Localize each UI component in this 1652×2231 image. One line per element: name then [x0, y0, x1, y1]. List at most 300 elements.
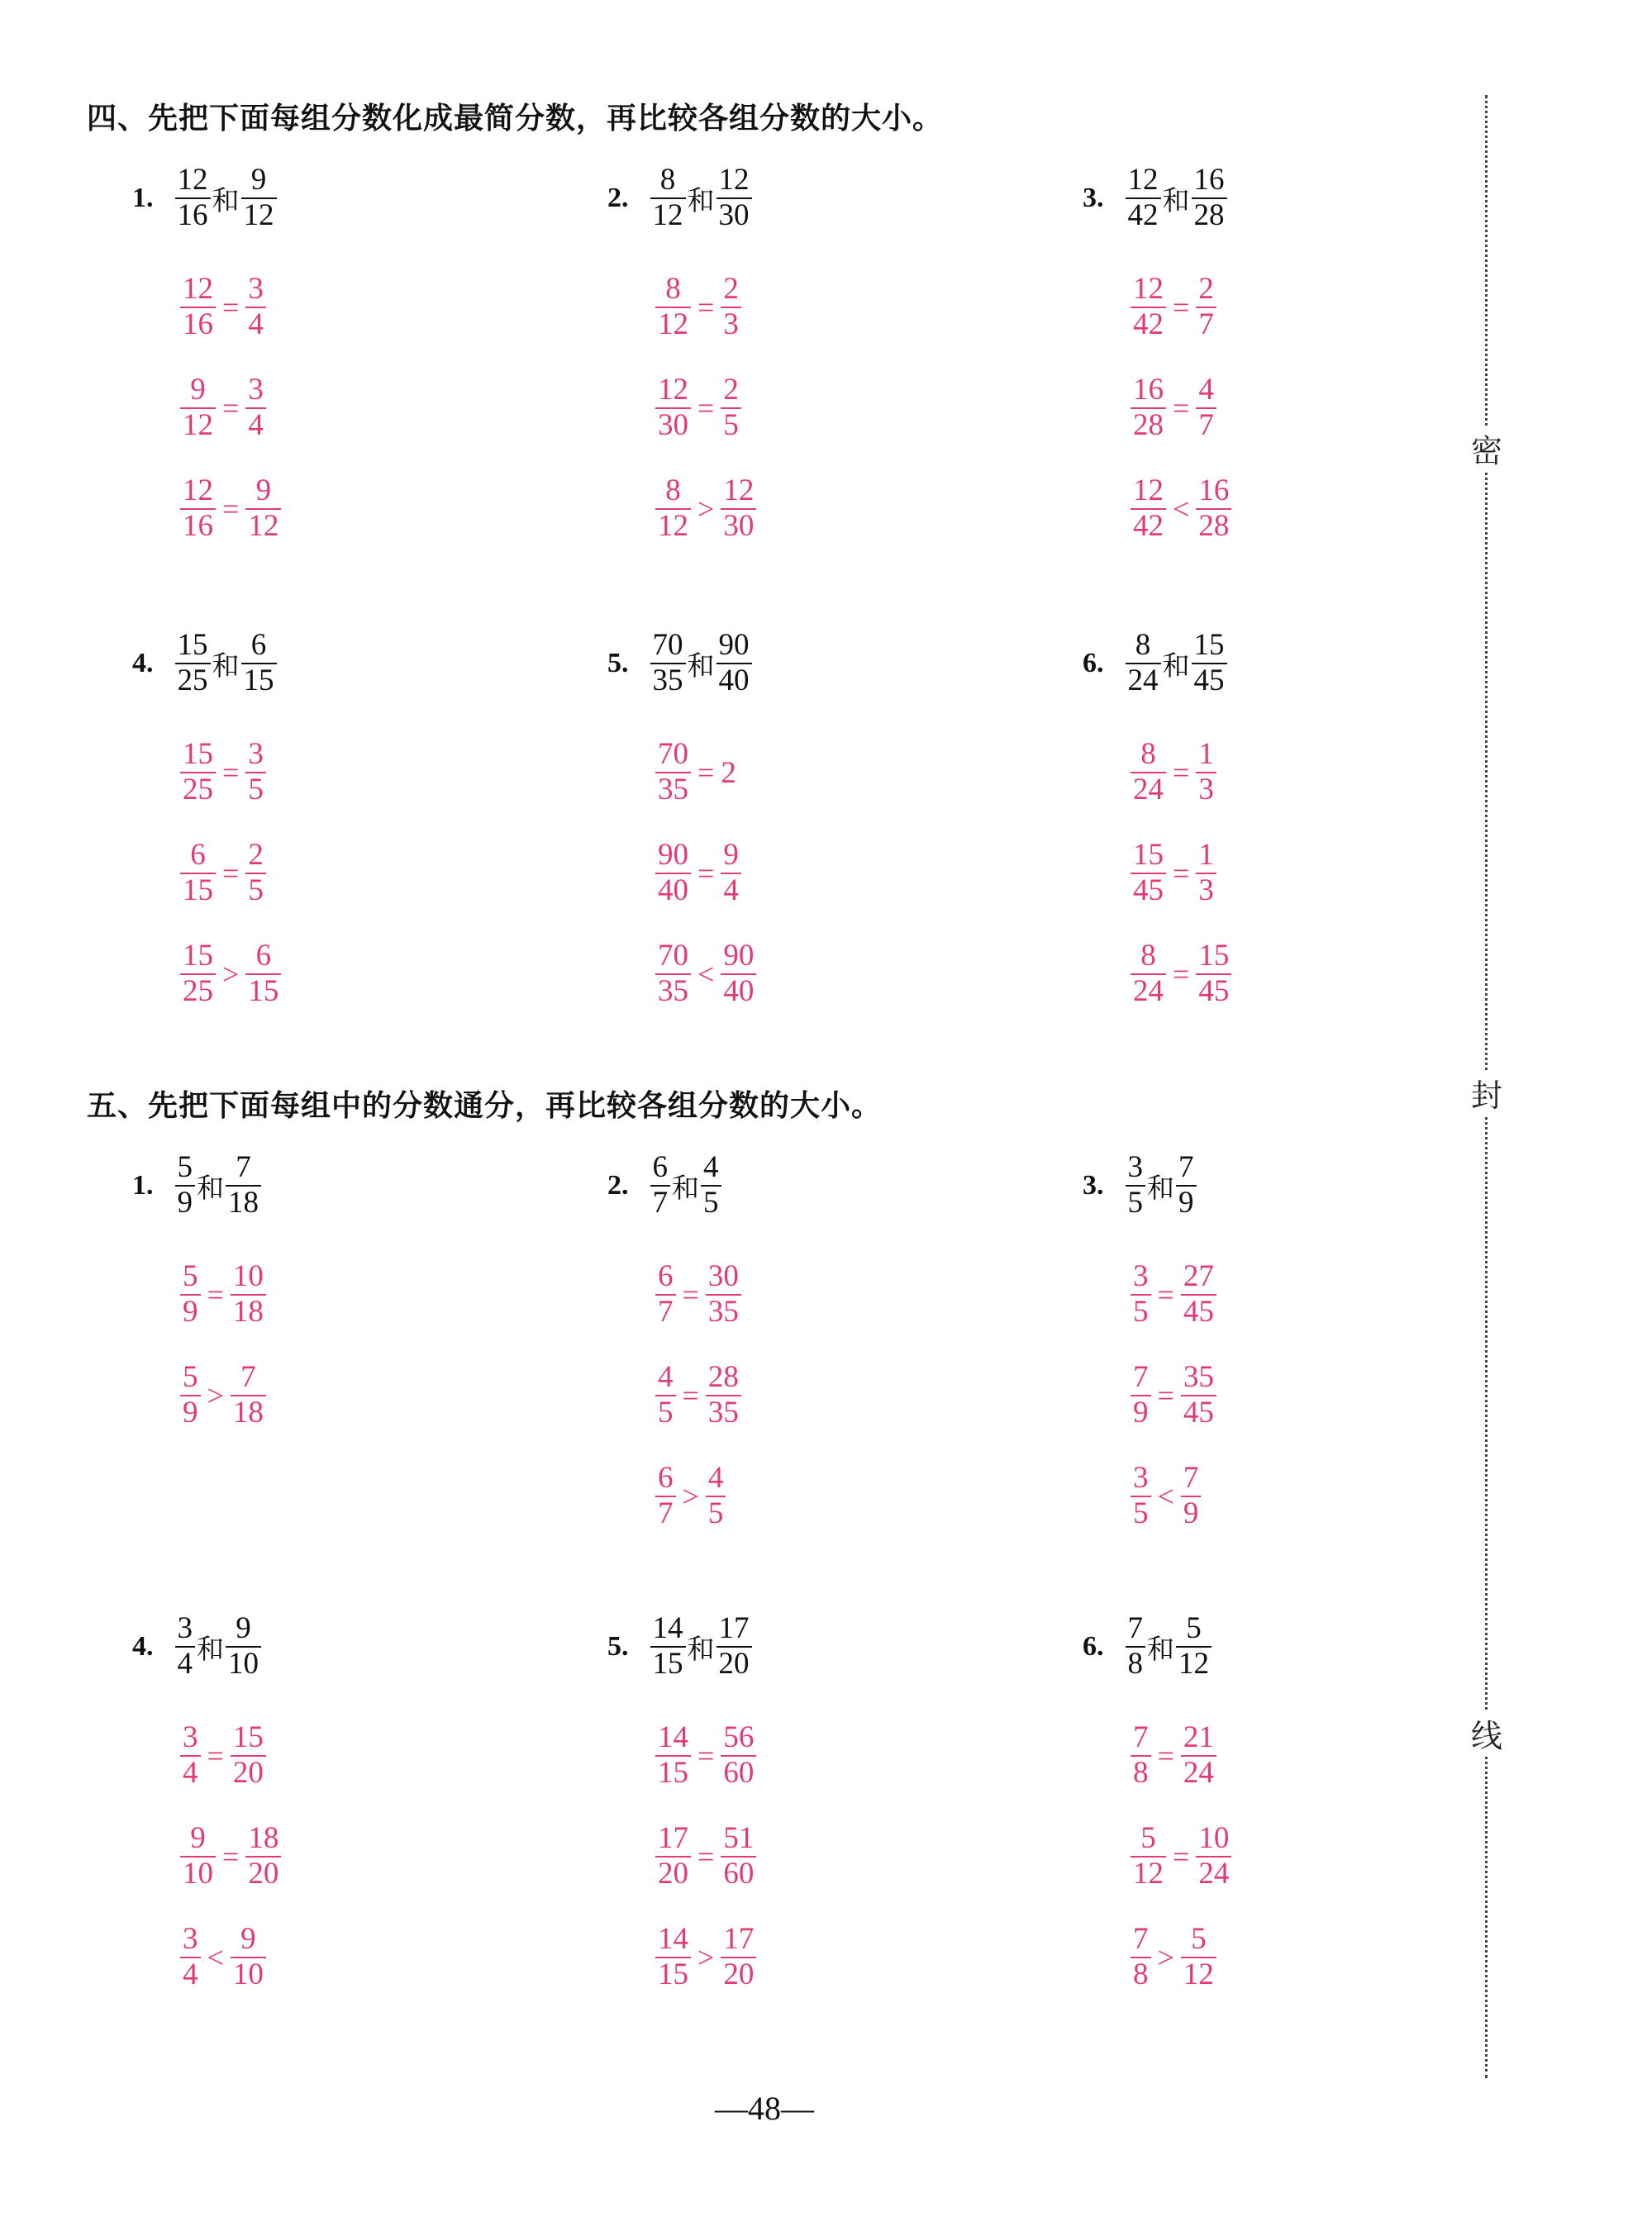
comparison-operator: = [697, 291, 715, 324]
numerator: 4 [703, 1150, 719, 1185]
comparison-operator: < [697, 958, 715, 991]
answer-line [607, 1820, 1021, 1894]
question-line [607, 1601, 1021, 1692]
comparison-operator: = [222, 857, 240, 890]
denominator: 20 [248, 1857, 279, 1891]
comparison-operator: < [1173, 492, 1190, 526]
numerator: 3 [248, 272, 264, 307]
answer-fraction-left [1131, 839, 1166, 907]
denominator: 12 [658, 307, 688, 341]
denominator: 3 [723, 307, 739, 341]
numerator: 5 [1186, 1611, 1202, 1646]
numerator: 17 [723, 1922, 755, 1957]
question-fraction-b [1192, 629, 1227, 697]
denominator: 7 [1198, 408, 1214, 442]
numerator: 2 [723, 272, 739, 307]
numerator: 18 [248, 1821, 279, 1856]
denominator: 4 [183, 1957, 198, 1991]
numerator: 15 [1133, 838, 1164, 873]
comparison-operator: = [1173, 392, 1190, 425]
denominator: 30 [718, 198, 750, 232]
answer-fraction-right [1196, 939, 1231, 1008]
numerator: 27 [1183, 1259, 1214, 1294]
answer-line [607, 1920, 1021, 1995]
answer-fraction-left [180, 273, 216, 341]
comparison-operator: = [1173, 1840, 1190, 1873]
answer-line [132, 1258, 545, 1332]
question-line [1083, 1140, 1496, 1231]
answer-fraction-right [1196, 474, 1231, 543]
denominator: 24 [1198, 1857, 1230, 1891]
question-fraction-a [650, 629, 686, 697]
denominator: 5 [703, 1186, 719, 1220]
connector-and: 和 [212, 649, 240, 682]
denominator: 10 [232, 1957, 264, 1991]
denominator: 28 [1133, 408, 1164, 442]
denominator: 16 [183, 307, 213, 341]
numerator: 4 [707, 1461, 724, 1496]
answer-fraction-left [655, 1923, 691, 1991]
question-fraction-b [1192, 164, 1227, 232]
answer-fraction-right [231, 1361, 266, 1429]
numerator: 5 [177, 1150, 193, 1185]
connector-and: 和 [1147, 1171, 1174, 1204]
answer-line [1083, 735, 1496, 810]
comparison-operator: = [222, 492, 240, 526]
question-fraction-b [717, 629, 752, 697]
problem-number: 4. [132, 1631, 154, 1662]
question-fraction-a [1126, 164, 1161, 232]
problem-number: 2. [607, 183, 629, 213]
denominator: 5 [1127, 1186, 1143, 1220]
answer-line [132, 1719, 545, 1793]
question-line [132, 1140, 545, 1231]
denominator: 15 [243, 664, 274, 697]
answer-fraction-right [1181, 1923, 1216, 1991]
connector-and: 和 [687, 649, 715, 682]
answer-fraction-right [245, 273, 266, 341]
denominator: 42 [1133, 307, 1164, 341]
denominator: 5 [723, 408, 739, 442]
numerator: 3 [1133, 1461, 1149, 1496]
answer-fraction-right [245, 373, 266, 442]
denominator: 35 [707, 1295, 739, 1329]
numerator: 12 [658, 373, 688, 407]
denominator: 5 [248, 773, 264, 806]
page-number: —48— [715, 2090, 814, 2127]
answer-fraction-right [1196, 373, 1216, 442]
answer-fraction-left [655, 1260, 676, 1329]
denominator: 5 [707, 1496, 724, 1530]
answer-line [607, 937, 1021, 1011]
denominator: 9 [1178, 1186, 1194, 1220]
comparison-operator: = [222, 392, 240, 425]
numerator: 56 [723, 1720, 755, 1755]
answer-fraction-left [655, 474, 691, 543]
numerator: 9 [190, 1821, 206, 1856]
comparison-operator: = [697, 756, 715, 789]
binding-char-mi: 密 [1467, 426, 1507, 471]
answer-line [607, 371, 1021, 445]
numerator: 7 [1178, 1150, 1194, 1185]
numerator: 90 [718, 628, 750, 663]
answer-fraction-right [245, 474, 281, 543]
connector-and: 和 [1147, 1632, 1174, 1665]
question-fraction-a [650, 164, 686, 232]
numerator: 30 [707, 1259, 739, 1294]
numerator: 3 [248, 373, 264, 407]
numerator: 7 [1127, 1611, 1143, 1646]
problem-3 [1083, 1140, 1496, 1534]
numerator: 3 [177, 1611, 193, 1646]
answer-fraction-left [1131, 1260, 1151, 1329]
answer-fraction-left [1131, 1721, 1151, 1790]
numerator: 90 [723, 939, 755, 973]
answer-line [132, 937, 545, 1011]
answer-line [1083, 371, 1496, 445]
answer-line [1083, 1258, 1496, 1332]
numerator: 8 [1135, 628, 1151, 663]
comparison-operator: > [1157, 1941, 1174, 1974]
numerator: 9 [723, 838, 739, 873]
numerator: 2 [723, 373, 739, 407]
answer-fraction-right [231, 1923, 266, 1991]
comparison-operator: > [222, 958, 240, 991]
answer-line [607, 735, 1021, 810]
numerator: 6 [250, 628, 267, 663]
denominator: 35 [707, 1396, 739, 1429]
answer-line [132, 472, 545, 546]
numerator: 16 [1198, 473, 1230, 508]
denominator: 3 [1198, 773, 1214, 806]
answer-fraction-left [655, 939, 691, 1008]
question-fraction-a [175, 1612, 196, 1681]
question-fraction-a [1126, 1612, 1146, 1681]
question-fraction-a [175, 164, 211, 232]
denominator: 9 [1183, 1496, 1199, 1530]
comparison-operator: = [1157, 1278, 1174, 1311]
comparison-operator: = [697, 1739, 715, 1772]
denominator: 24 [1183, 1756, 1214, 1790]
denominator: 60 [723, 1857, 755, 1891]
answer-line [607, 1719, 1021, 1793]
denominator: 12 [658, 509, 688, 543]
denominator: 5 [1133, 1496, 1149, 1530]
answer-fraction-right [245, 839, 266, 907]
answer-fraction-right [706, 1462, 726, 1530]
problem-number: 1. [132, 1170, 154, 1201]
numerator: 51 [723, 1821, 755, 1856]
comparison-operator: = [222, 291, 240, 324]
denominator: 15 [658, 1756, 688, 1790]
denominator: 30 [658, 408, 688, 442]
numerator: 15 [1198, 939, 1230, 973]
numerator: 15 [183, 737, 213, 772]
problem-2 [607, 153, 1021, 546]
numerator: 12 [718, 163, 750, 197]
comparison-operator: = [207, 1278, 224, 1311]
problem-6 [1083, 618, 1496, 1011]
answer-line [607, 472, 1021, 546]
denominator: 7 [658, 1496, 674, 1530]
problem-2 [607, 1140, 1021, 1534]
section-5-heading: 五、先把下面每组中的分数通分，再比较各组分数的大小。 [87, 1089, 883, 1123]
answer-fraction-right [1196, 839, 1216, 907]
numerator: 9 [250, 163, 267, 197]
denominator: 4 [248, 408, 264, 442]
comparison-operator: = [1157, 1379, 1174, 1412]
section-4-heading: 四、先把下面每组分数化成最简分数，再比较各组分数的大小。 [87, 102, 944, 136]
numerator: 70 [652, 628, 683, 663]
answer-fraction-left [655, 738, 691, 806]
answer-fraction-right [1181, 1462, 1202, 1530]
problem-3 [1083, 153, 1496, 546]
numerator: 15 [1193, 628, 1225, 663]
numerator: 70 [658, 737, 688, 772]
numerator: 16 [1133, 373, 1164, 407]
numerator: 5 [183, 1360, 198, 1395]
answer-line [1083, 270, 1496, 345]
answer-line [132, 836, 545, 911]
answer-fraction-right [1181, 1721, 1216, 1790]
denominator: 18 [232, 1396, 264, 1429]
answer-fraction-right [245, 738, 266, 806]
answer-line [132, 1358, 545, 1433]
denominator: 25 [177, 664, 208, 697]
denominator: 12 [183, 408, 213, 442]
denominator: 45 [1183, 1295, 1214, 1329]
denominator: 35 [652, 664, 683, 697]
answer-fraction-left [655, 1361, 676, 1429]
question-fraction-a [650, 1151, 671, 1220]
answer-fraction-left [180, 1361, 201, 1429]
denominator: 24 [1127, 664, 1159, 697]
answer-fraction-left [1131, 939, 1166, 1008]
answer-line [607, 1358, 1021, 1433]
denominator: 45 [1183, 1396, 1214, 1429]
comparison-operator: = [222, 1840, 240, 1873]
denominator: 20 [232, 1756, 264, 1790]
denominator: 4 [183, 1756, 198, 1790]
comparison-operator: > [682, 1480, 699, 1513]
numerator: 5 [1191, 1922, 1207, 1957]
denominator: 42 [1127, 198, 1159, 232]
denominator: 9 [177, 1186, 193, 1220]
comparison-operator: = [682, 1379, 699, 1412]
numerator: 16 [1193, 163, 1225, 197]
question-line [607, 153, 1021, 244]
problem-number: 3. [1083, 183, 1104, 213]
numerator: 3 [183, 1922, 198, 1957]
problem-number: 6. [1083, 1631, 1104, 1662]
numerator: 7 [1133, 1720, 1149, 1755]
numerator: 12 [183, 473, 213, 508]
problem-number: 5. [607, 1631, 629, 1662]
question-line [607, 1140, 1021, 1231]
question-line [132, 618, 545, 709]
denominator: 24 [1133, 974, 1164, 1008]
answer-fraction-left [1131, 273, 1166, 341]
denominator: 28 [1193, 198, 1225, 232]
denominator: 15 [183, 873, 213, 907]
answer-fraction-right [1181, 1361, 1216, 1429]
comparison-operator: = [1173, 756, 1190, 789]
answer-fraction-right [706, 1361, 741, 1429]
numerator: 6 [652, 1150, 668, 1185]
numerator: 3 [248, 737, 264, 772]
problem-number: 5. [607, 648, 629, 678]
question-line [132, 153, 545, 244]
denominator: 18 [228, 1186, 259, 1220]
answer-fraction-right [721, 474, 756, 543]
numerator: 7 [240, 1360, 256, 1395]
numerator: 12 [183, 272, 213, 307]
numerator: 8 [659, 163, 676, 197]
problem-5 [607, 618, 1021, 1011]
numerator: 6 [190, 838, 206, 873]
numerator: 28 [707, 1360, 739, 1395]
answer-line [1083, 836, 1496, 911]
binding-char-feng: 封 [1467, 1070, 1507, 1116]
numerator: 12 [1127, 163, 1159, 197]
denominator: 9 [183, 1396, 198, 1429]
connector-and: 和 [687, 1632, 715, 1665]
denominator: 3 [1198, 873, 1214, 907]
answer-fraction-right [231, 1721, 266, 1790]
answer-fraction-right [706, 1260, 741, 1329]
answer-fraction-left [180, 1721, 201, 1790]
answer-fraction-left [180, 738, 216, 806]
denominator: 16 [183, 509, 213, 543]
answer-fraction-right [1181, 1260, 1216, 1329]
numerator: 12 [723, 473, 755, 508]
numerator: 3 [1127, 1150, 1143, 1185]
comparison-operator: = [207, 1739, 224, 1772]
comparison-operator: = [697, 392, 715, 425]
denominator: 20 [723, 1957, 755, 1991]
answer-fraction-right [721, 1721, 756, 1790]
comparison-operator: = [222, 756, 240, 789]
denominator: 8 [1133, 1957, 1149, 1991]
answer-line [1083, 1719, 1496, 1793]
answer-fraction-right [721, 373, 741, 442]
comparison-operator: = [1173, 857, 1190, 890]
numerator: 8 [665, 272, 681, 307]
answer-fraction-left [1131, 1361, 1151, 1429]
problem-1 [132, 1140, 545, 1433]
question-fraction-a [1126, 1151, 1146, 1220]
numerator: 7 [1183, 1461, 1199, 1496]
denominator: 42 [1133, 509, 1164, 543]
question-line [1083, 153, 1496, 244]
denominator: 4 [723, 873, 739, 907]
answer-fraction-left [655, 373, 691, 442]
binding-char-xian: 线 [1467, 1710, 1507, 1756]
numerator: 8 [665, 473, 681, 508]
problem-6 [1083, 1601, 1496, 1995]
answer-fraction-left [180, 839, 216, 907]
denominator: 45 [1193, 664, 1225, 697]
numerator: 12 [1133, 473, 1164, 508]
answer-fraction-right [721, 1923, 756, 1991]
denominator: 5 [1133, 1295, 1149, 1329]
numerator: 7 [236, 1150, 251, 1185]
connector-and: 和 [212, 183, 240, 216]
answer-fraction-left [180, 1822, 216, 1891]
question-fraction-b [226, 1612, 261, 1681]
answer-fraction-left [655, 1721, 691, 1790]
numerator: 90 [658, 838, 688, 873]
answer-line [132, 1920, 545, 1995]
numerator: 7 [1133, 1922, 1149, 1957]
answer-fraction-left [180, 939, 216, 1008]
comparison-operator: = [697, 857, 715, 890]
numerator: 4 [1198, 373, 1214, 407]
comparison-operator: > [207, 1379, 224, 1412]
answer-fraction-left [1131, 1822, 1166, 1891]
answer-line [1083, 1920, 1496, 1995]
numerator: 10 [232, 1259, 264, 1294]
question-fraction-b [1176, 1612, 1212, 1681]
numerator: 14 [658, 1922, 688, 1957]
denominator: 18 [232, 1295, 264, 1329]
question-fraction-a [650, 1612, 686, 1681]
numerator: 12 [1133, 272, 1164, 307]
numerator: 14 [658, 1720, 688, 1755]
numerator: 17 [658, 1821, 688, 1856]
denominator: 7 [658, 1295, 674, 1329]
numerator: 4 [658, 1360, 674, 1395]
answer-fraction-right [245, 1822, 281, 1891]
denominator: 12 [1183, 1957, 1214, 1991]
answer-fraction-right [1196, 1822, 1231, 1891]
problem-1 [132, 153, 545, 546]
answer-fraction-left [655, 1462, 676, 1530]
answer-fraction-left [1131, 373, 1166, 442]
comparison-operator: = [697, 1840, 715, 1873]
numerator: 12 [177, 163, 208, 197]
numerator: 9 [190, 373, 206, 407]
answer-line [607, 1258, 1021, 1332]
answer-line [607, 836, 1021, 911]
comparison-operator: > [697, 1941, 715, 1974]
numerator: 10 [1198, 1821, 1230, 1856]
question-line [132, 1601, 545, 1692]
numerator: 1 [1198, 737, 1214, 772]
answer-fraction-left [180, 1260, 201, 1329]
answer-fraction-left [180, 474, 216, 543]
numerator: 15 [183, 939, 213, 973]
denominator: 25 [183, 773, 213, 806]
answer-fraction-right [245, 939, 281, 1008]
comparison-operator: = [1173, 291, 1190, 324]
answer-fraction-right [1196, 273, 1216, 341]
denominator: 20 [718, 1647, 750, 1681]
connector-and: 和 [672, 1171, 699, 1204]
denominator: 7 [652, 1186, 668, 1220]
denominator: 15 [652, 1647, 683, 1681]
question-fraction-a [175, 629, 211, 697]
question-line [1083, 1601, 1496, 1692]
question-line [1083, 618, 1496, 709]
denominator: 40 [718, 664, 750, 697]
answer-fraction-left [180, 1923, 201, 1991]
numerator: 5 [1140, 1821, 1156, 1856]
answer-line [132, 270, 545, 345]
denominator: 5 [658, 1396, 674, 1429]
answer-line [132, 735, 545, 810]
question-line [607, 618, 1021, 709]
